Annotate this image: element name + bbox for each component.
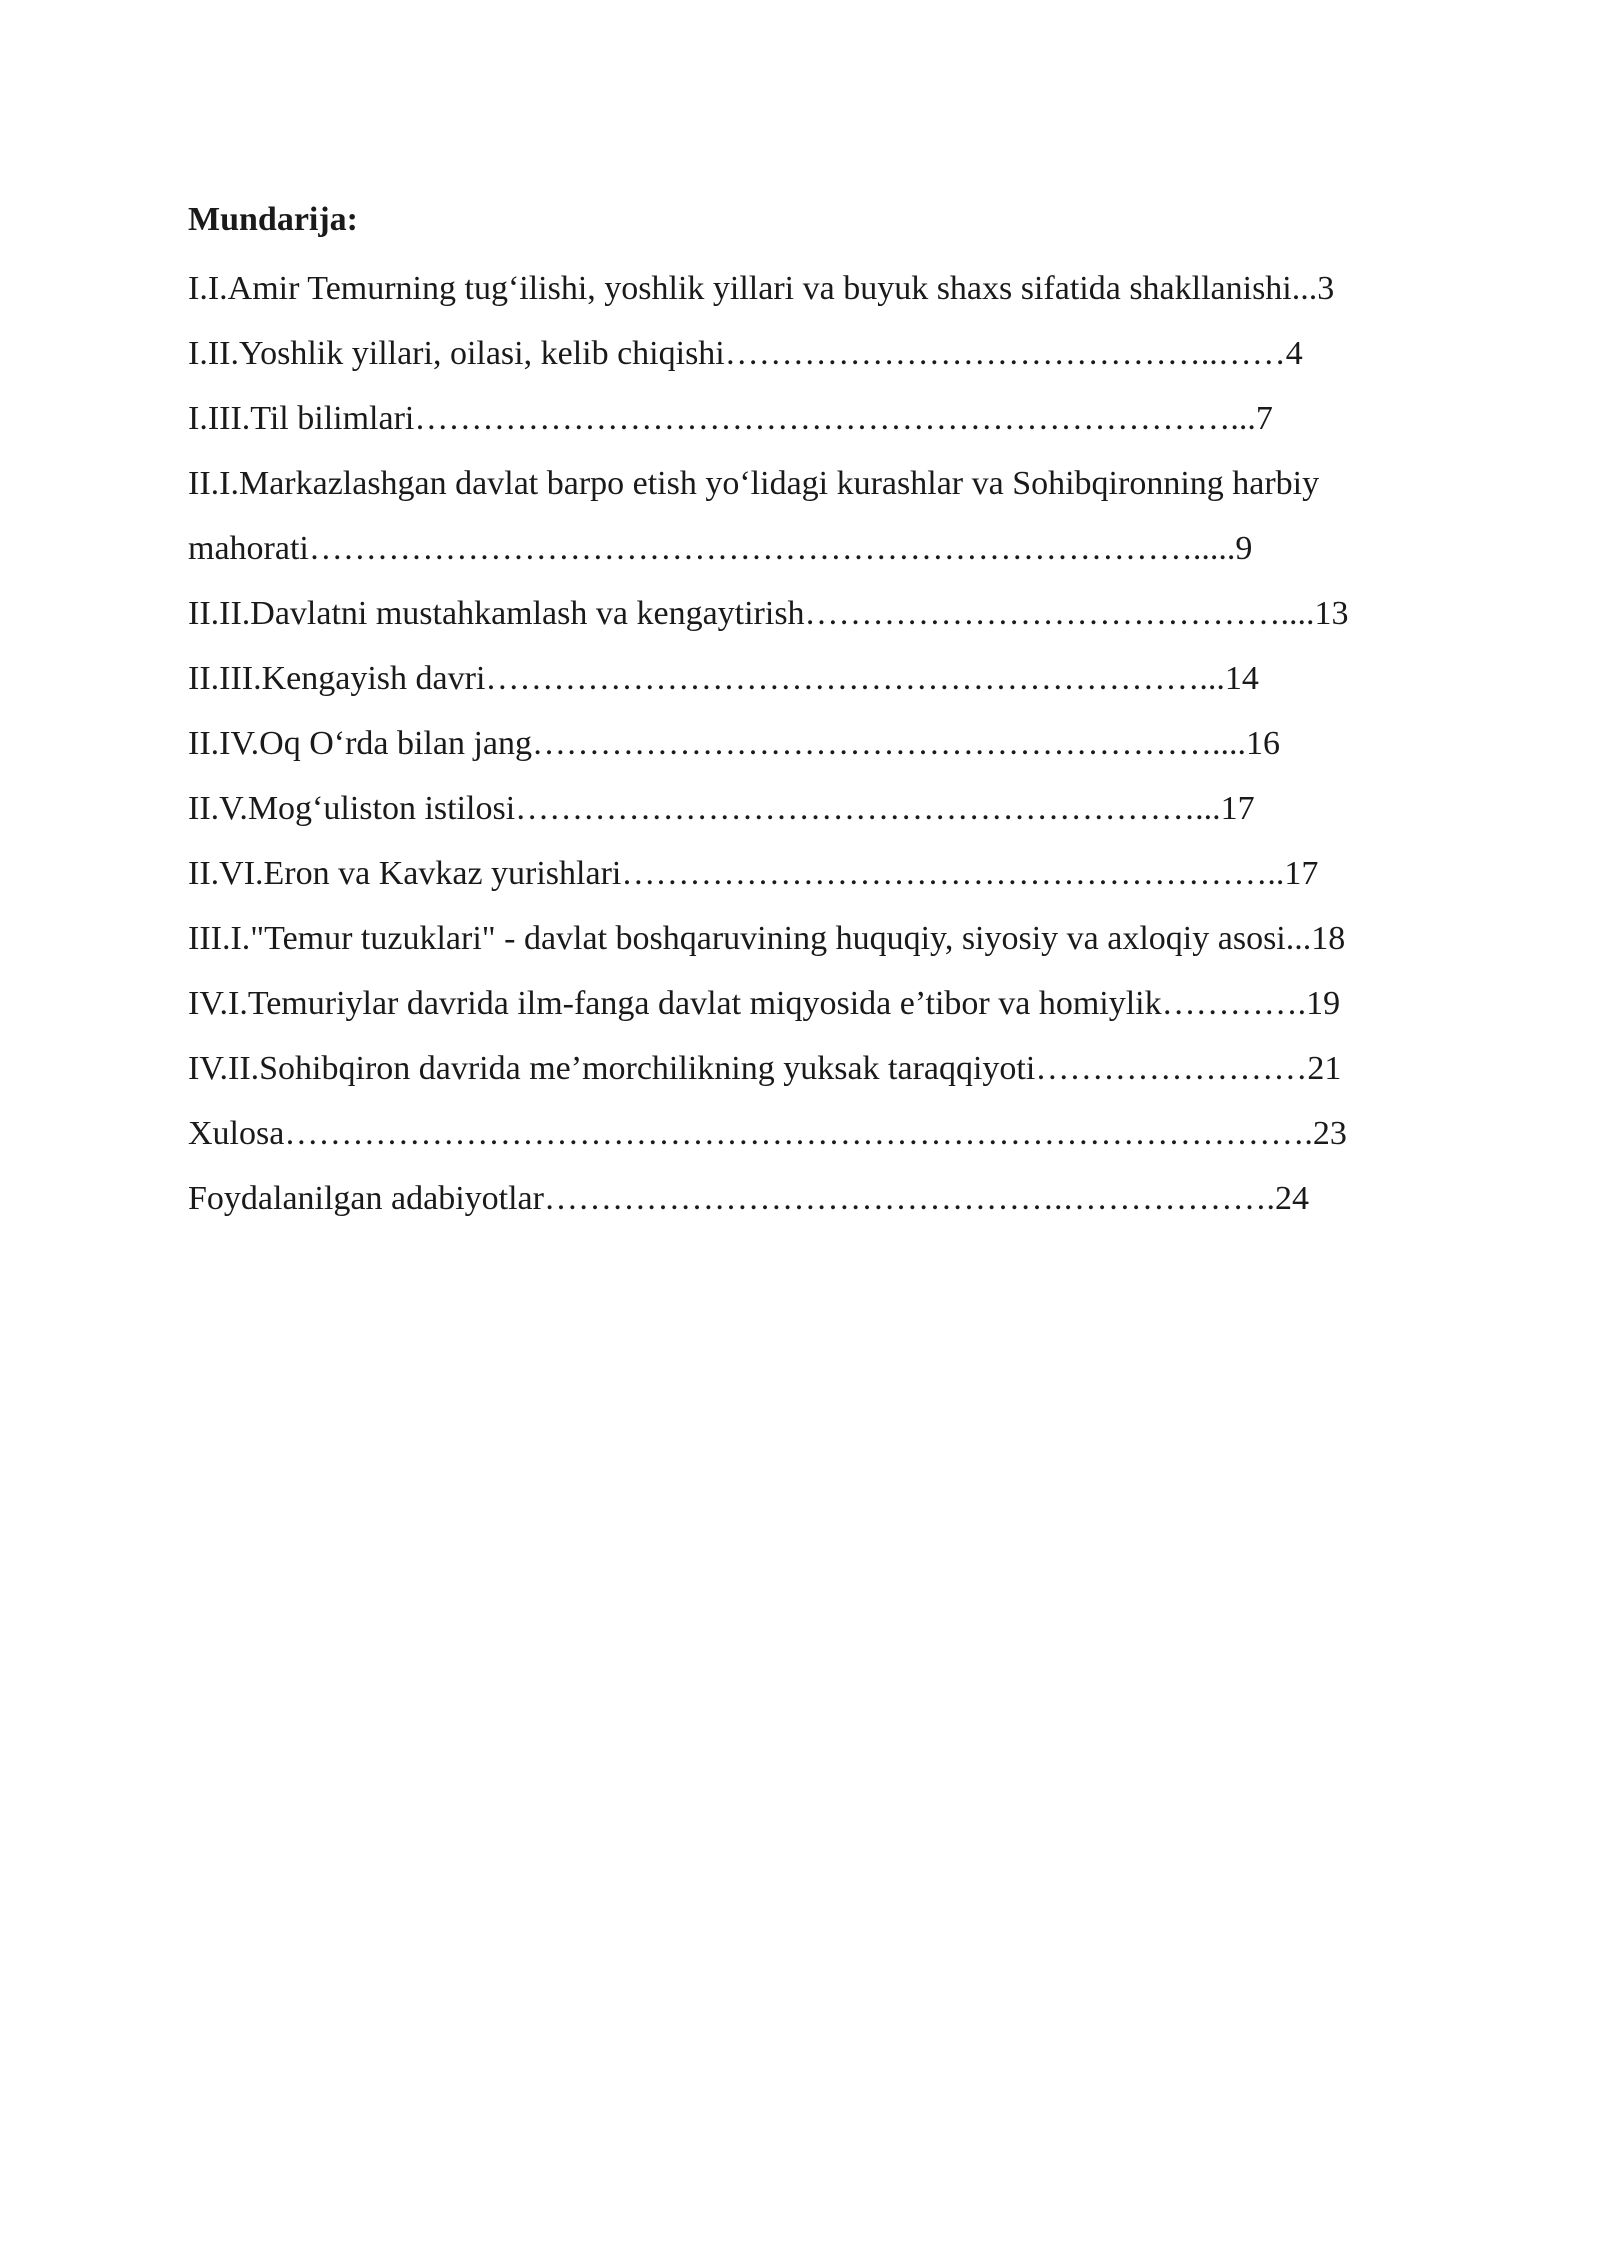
toc-entry: II.VI.Eron va Kavkaz yurishlari…………………………………………………..17 bbox=[188, 855, 1319, 892]
toc-entry: II.III.Kengayish davri………………………………………………………...14 bbox=[188, 660, 1259, 697]
toc-entry: II.I.Markazlashgan davlat barpo etish yo‘lidagi kurashlar va Sohibqironning harbiy bbox=[188, 465, 1320, 502]
toc-entry: I.I.Amir Temurning tug‘ilishi, yoshlik yillari va buyuk shaxs sifatida shakllanishi...3 bbox=[188, 270, 1335, 307]
toc-entry: I.II.Yoshlik yillari, oilasi, kelib chiqishi……………………………………..……4 bbox=[188, 335, 1303, 372]
toc-entry: I.III.Til bilimlari………………………………………………………………...7 bbox=[188, 400, 1273, 437]
toc-heading: Mundarija: bbox=[188, 201, 358, 238]
toc-entry: II.IV.Oq O‘rda bilan jang……………………………………………………....16 bbox=[188, 725, 1281, 762]
toc-entry: II.II.Davlatni mustahkamlash va kengaytirish……………………………………....13 bbox=[188, 595, 1349, 632]
toc-entry: Foydalanilgan adabiyotlar……………………………………….……………….24 bbox=[188, 1180, 1309, 1217]
toc-entry: II.V.Mog‘uliston istilosi……………………………………………………...17 bbox=[188, 790, 1255, 827]
toc-entry-continuation: mahorati…………………………………………………………………….....9 bbox=[188, 530, 1253, 567]
toc-entry: Xulosa……………………………………………………………………………….23 bbox=[188, 1115, 1347, 1152]
table-of-contents bbox=[188, 194, 1488, 1233]
toc-entry: IV.II.Sohibqiron davrida me’morchilikning yuksak taraqqiyoti……………………21 bbox=[188, 1050, 1342, 1087]
toc-entry: III.I."Temur tuzuklari" - davlat boshqaruvining huquqiy, siyosiy va axloqiy asosi...18 bbox=[188, 920, 1346, 957]
toc-entry: IV.I.Temuriylar davrida ilm-fanga davlat miqyosida e’tibor va homiylik………….19 bbox=[188, 985, 1341, 1022]
